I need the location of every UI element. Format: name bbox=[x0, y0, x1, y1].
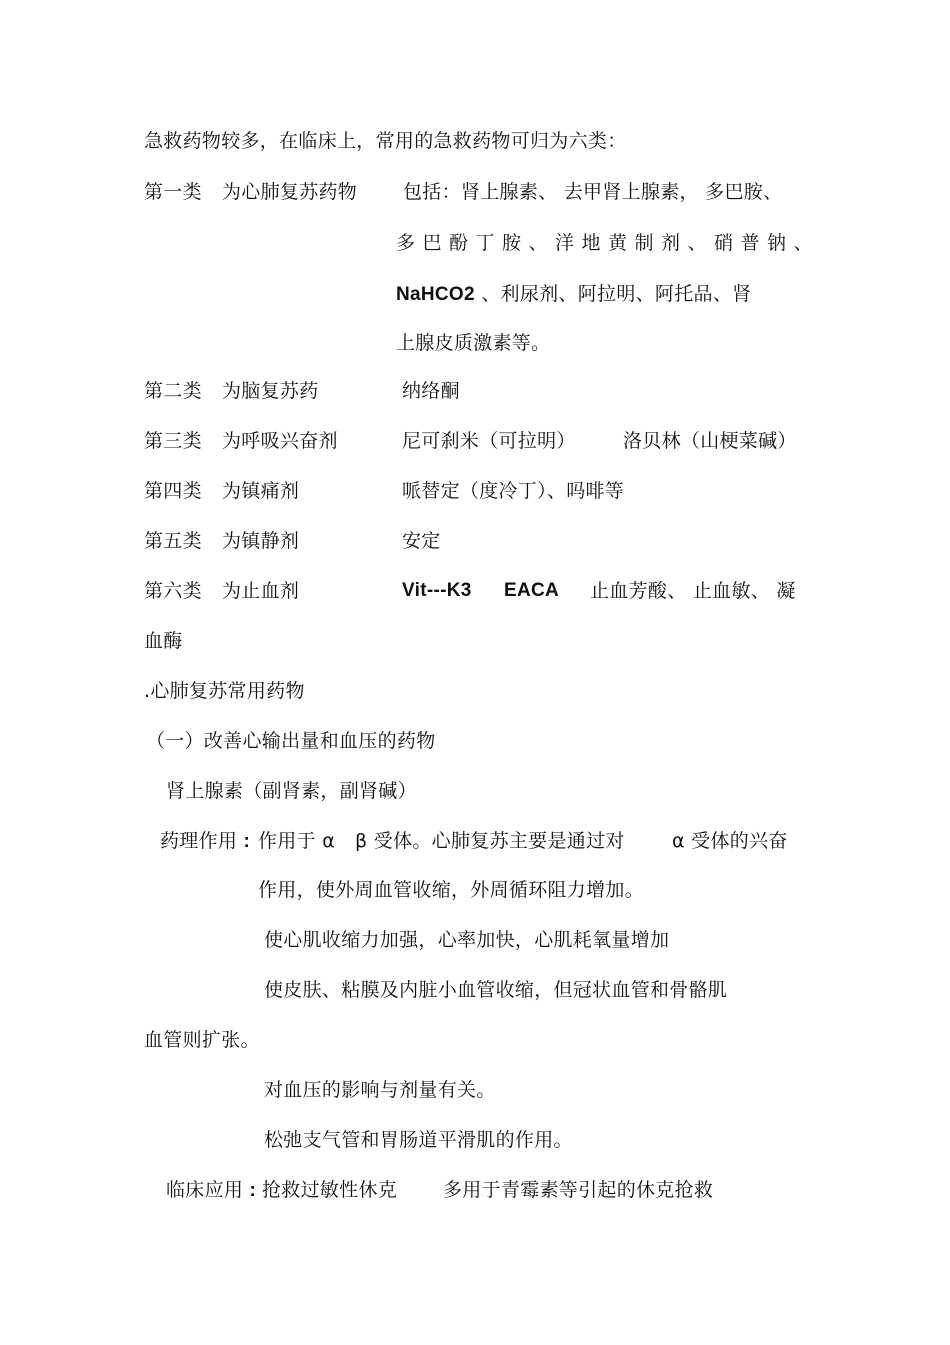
nahco2-label: NaHCO2 bbox=[396, 284, 475, 305]
category-1-number: 第一类 bbox=[144, 181, 202, 203]
subsection-title: （一）改善心输出量和血压的药物 bbox=[146, 730, 436, 752]
pharmacology-line-4: 使皮肤、粘膜及内脏小血管收缩，但冠状血管和骨骼肌 bbox=[264, 979, 728, 1001]
category-1-drugs-line-4: 上腺皮质激素等。 bbox=[396, 332, 551, 354]
pharmacology-line-3: 使心肌收缩力加强，心率加快，心肌耗氧量增加 bbox=[264, 929, 670, 951]
category-1-name: 为心肺复苏药物 bbox=[222, 181, 358, 203]
section-title: .心肺复苏常用药物 bbox=[144, 680, 305, 702]
pharmacology-label-text: 药理作用 bbox=[160, 830, 238, 852]
pharmacology-line-6: 对血压的影响与剂量有关。 bbox=[264, 1079, 496, 1101]
pharmacology-colon: : bbox=[243, 831, 251, 852]
category-4-number: 第四类 bbox=[144, 480, 202, 502]
category-3-drug-b: 洛贝林（山梗菜碱） bbox=[623, 430, 797, 452]
category-5-number: 第五类 bbox=[144, 530, 202, 552]
intro-text: 急救药物较多，在临床上，常用的急救药物可归为六类： bbox=[144, 130, 627, 152]
clinical-label bbox=[166, 1178, 256, 1203]
category-2-number: 第二类 bbox=[144, 380, 202, 402]
pharmacology-line-1-a: 作用于 α bbox=[258, 830, 336, 852]
pharmacology-line-5: 血管则扩张。 bbox=[144, 1029, 260, 1051]
category-1-drugs-line-3 bbox=[396, 282, 751, 307]
category-1-drugs-line-2: 多巴酚丁胺、洋地黄制剂、硝普钠、 bbox=[396, 232, 821, 254]
category-3-name: 为呼吸兴奋剂 bbox=[222, 430, 338, 452]
pharmacology-line-1-c: α 受体的兴奋 bbox=[672, 830, 788, 852]
category-3-drug-a: 尼可刹米（可拉明） bbox=[402, 430, 576, 452]
category-6-drug-b: EACA bbox=[504, 580, 560, 601]
category-2-drugs: 纳络酮 bbox=[402, 380, 460, 402]
category-6-drug-a: Vit---K3 bbox=[402, 580, 472, 601]
category-1-drugs-line-3-rest: 、利尿剂、阿拉明、阿托品、肾 bbox=[481, 283, 752, 305]
category-5-drugs: 安定 bbox=[402, 530, 441, 552]
category-4-drugs: 哌替定（度冷丁）、吗啡等 bbox=[402, 480, 625, 502]
category-1-drugs-line-1: 包括：肾上腺素、 去甲肾上腺素， 多巴胺、 bbox=[403, 181, 783, 203]
category-6-number: 第六类 bbox=[144, 580, 202, 602]
category-6-name: 为止血剂 bbox=[222, 580, 300, 602]
drug-title: 肾上腺素（副肾素，副肾碱） bbox=[166, 780, 417, 802]
pharmacology-line-2: 作用，使外周血管收缩，外周循环阻力增加。 bbox=[258, 879, 645, 901]
pharmacology-line-1-b: β 受体。心肺复苏主要是通过对 bbox=[355, 830, 625, 852]
clinical-colon: : bbox=[249, 1180, 257, 1201]
pharmacology-line-7: 松弛支气管和胃肠道平滑肌的作用。 bbox=[264, 1129, 573, 1151]
category-2-name: 为脑复苏药 bbox=[222, 380, 319, 402]
clinical-label-text: 临床应用 bbox=[166, 1179, 244, 1201]
category-6-continuation: 血酶 bbox=[144, 630, 183, 652]
category-6-drugs-rest: 止血芳酸、 止血敏、 凝 bbox=[590, 580, 796, 602]
category-3-number: 第三类 bbox=[144, 430, 202, 452]
clinical-text-b: 多用于青霉素等引起的休克抢救 bbox=[443, 1179, 714, 1201]
clinical-text-a: 抢救过敏性休克 bbox=[262, 1179, 398, 1201]
category-5-name: 为镇静剂 bbox=[222, 530, 300, 552]
pharmacology-label bbox=[160, 829, 250, 854]
category-4-name: 为镇痛剂 bbox=[222, 480, 300, 502]
